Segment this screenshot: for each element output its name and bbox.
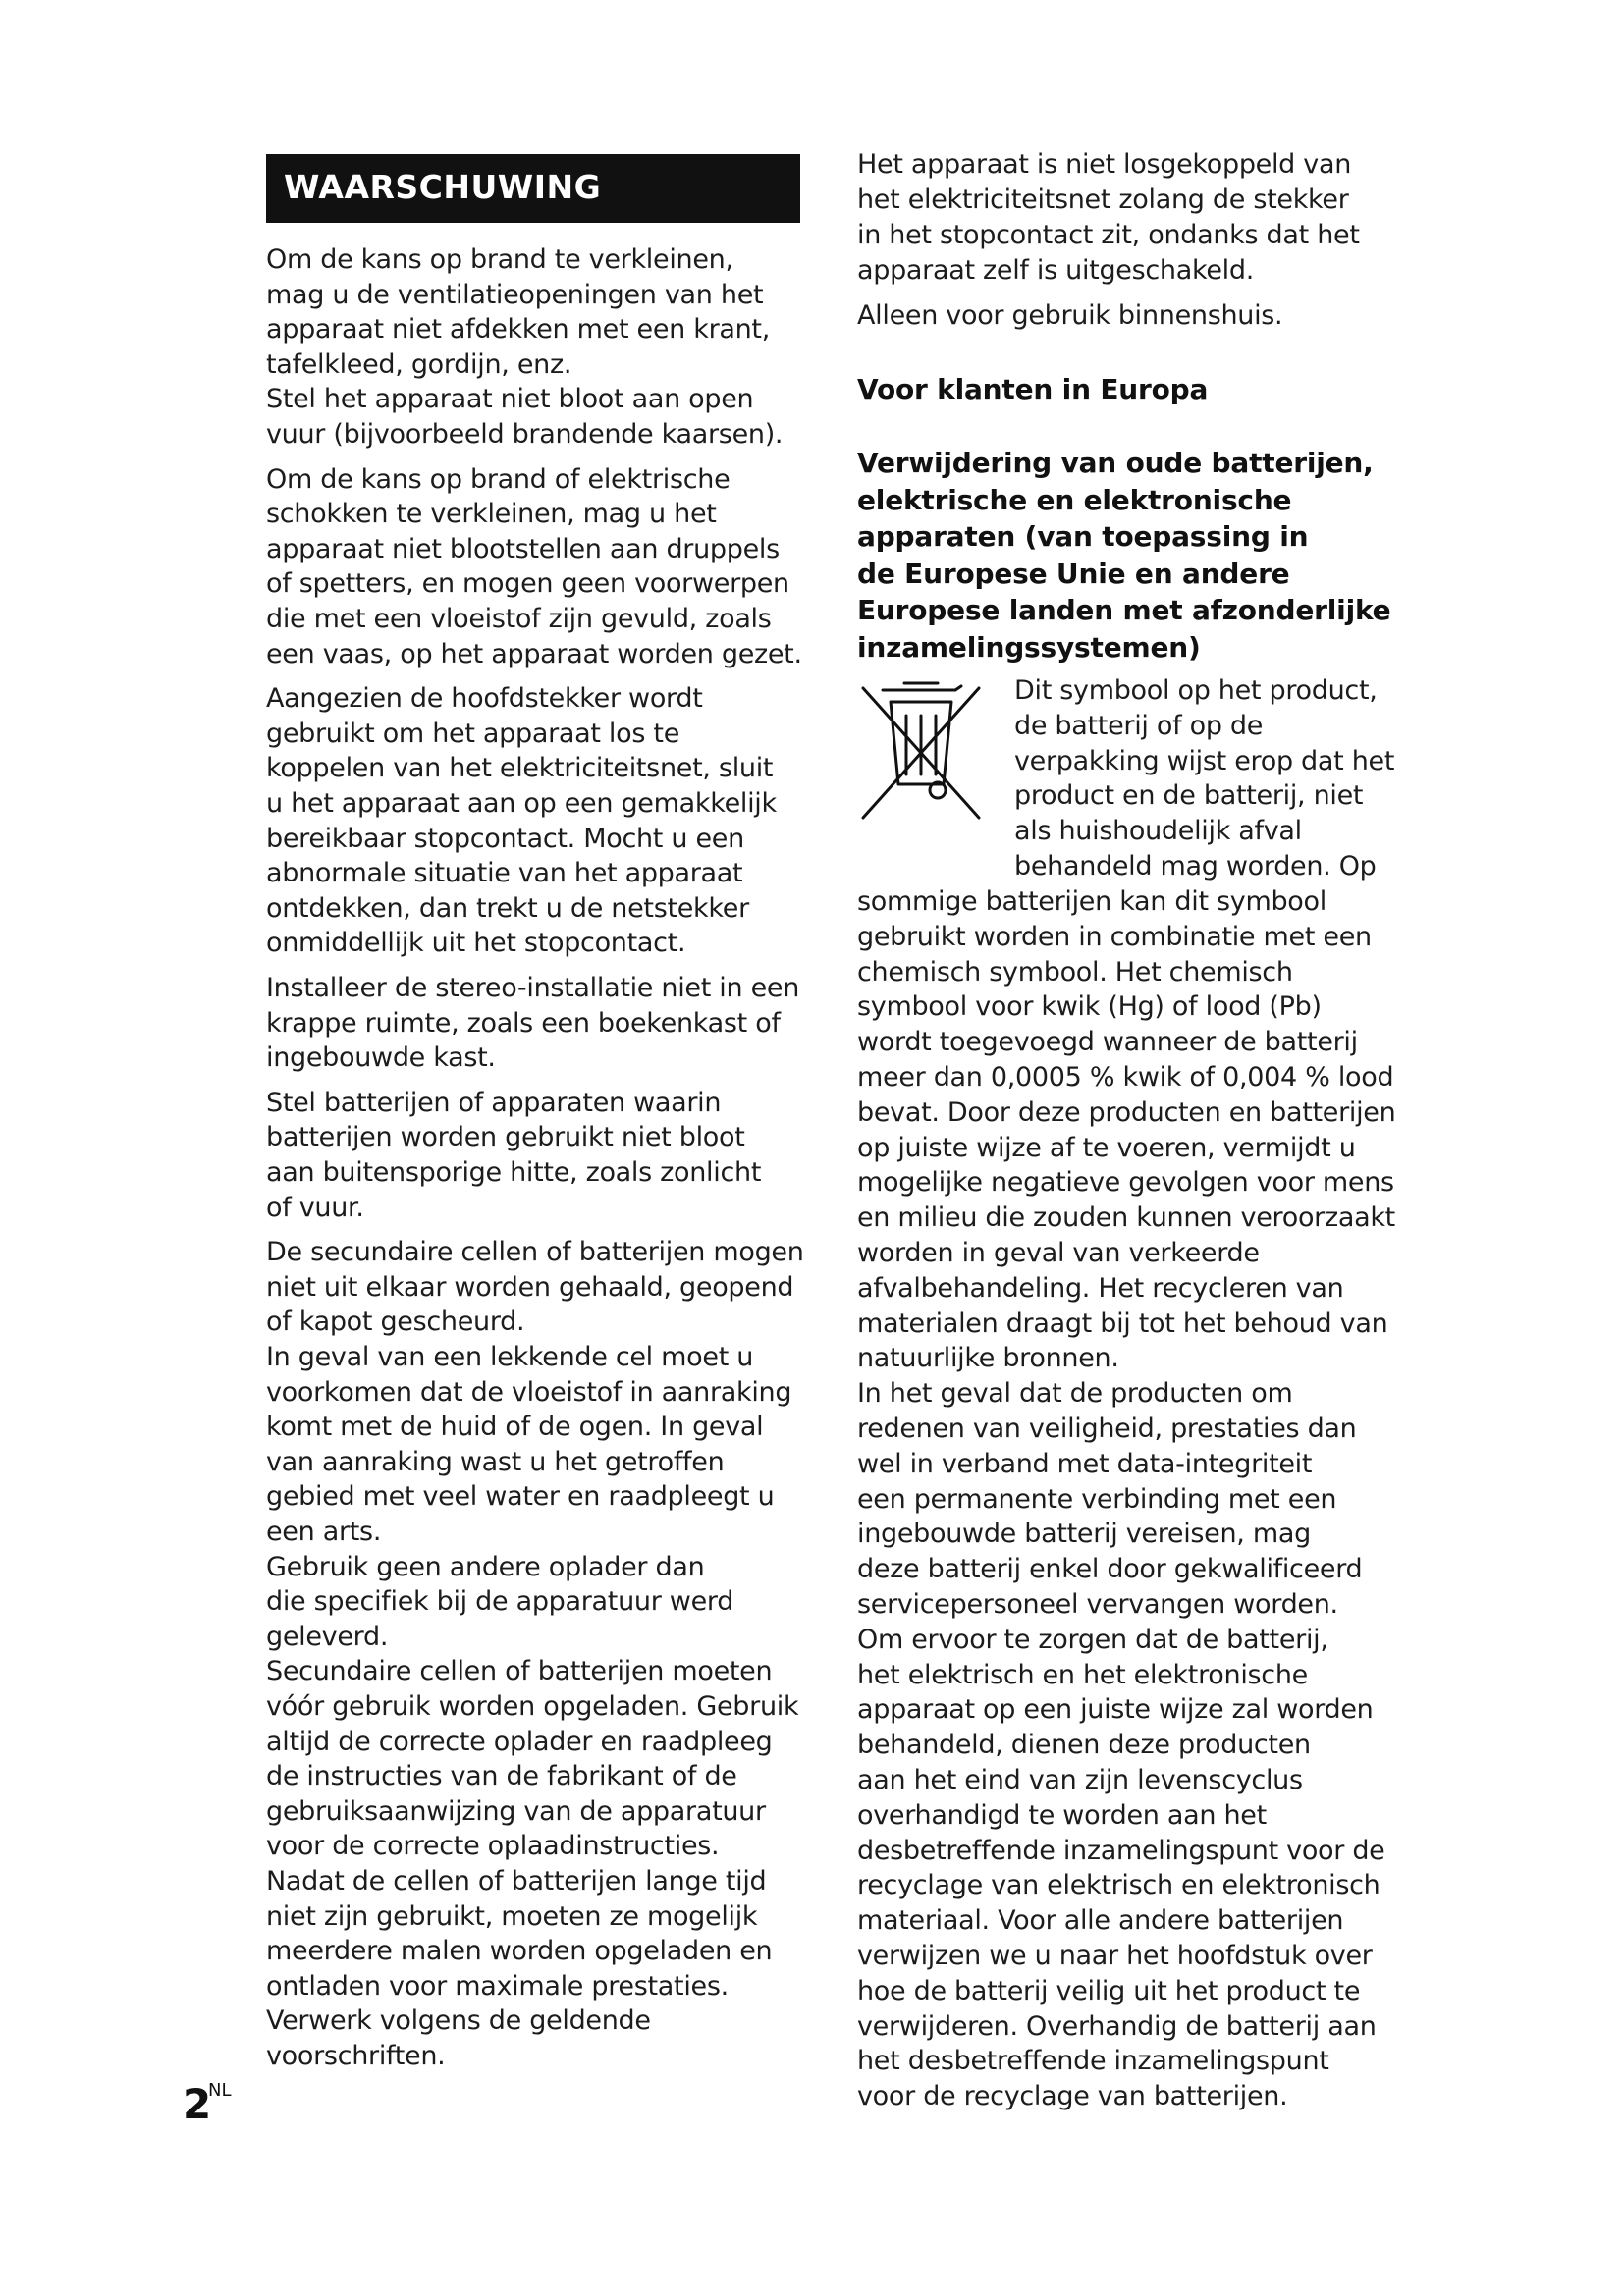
paragraph-line: vuur (bijvoorbeeld brandende kaarsen). bbox=[266, 419, 784, 450]
symbol-text-line: Dit symbool op het product, bbox=[1014, 675, 1378, 706]
crossed-out-wheelie-bin-icon bbox=[857, 680, 985, 823]
heading-disposal-line: Europese landen met afzonderlijke bbox=[857, 594, 1391, 626]
paragraph-line: geleverd. bbox=[266, 1621, 389, 1652]
body-text-line: het elektrisch en het elektronische bbox=[857, 1659, 1308, 1690]
heading-europe: Voor klanten in Europa bbox=[857, 373, 1209, 405]
paragraph-line: Secundaire cellen of batterijen moeten bbox=[266, 1656, 773, 1687]
body-text-line: Om ervoor te zorgen dat de batterij, bbox=[857, 1624, 1328, 1655]
body-text-line: worden in geval van verkeerde bbox=[857, 1238, 1260, 1268]
paragraph-line: de instructies van de fabrikant of de bbox=[266, 1761, 737, 1792]
symbol-text-line: verpakking wijst erop dat het bbox=[1014, 745, 1395, 776]
paragraph-line: bereikbaar stopcontact. Mocht u een bbox=[266, 823, 744, 854]
paragraph-line: vóór gebruik worden opgeladen. Gebruik bbox=[266, 1691, 799, 1722]
paragraph-line: van aanraking wast u het getroffen bbox=[266, 1446, 725, 1477]
body-text-line: apparaat op een juiste wijze zal worden bbox=[857, 1694, 1374, 1726]
left-column bbox=[266, 154, 804, 2108]
body-text-line: natuurlijke bronnen. bbox=[857, 1343, 1119, 1374]
body-text-line: gebruikt worden in combinatie met een bbox=[857, 921, 1372, 952]
body-text-line: aan het eind van zijn levenscyclus bbox=[857, 1765, 1303, 1795]
paragraph-line: apparaat niet afdekken met een krant, bbox=[266, 314, 771, 346]
body-text-line: afvalbehandeling. Het recycleren van bbox=[857, 1272, 1344, 1304]
body-text-line: wel in verband met data-integriteit bbox=[857, 1448, 1313, 1479]
body-text-line: het desbetreffende inzamelingspunt bbox=[857, 2046, 1329, 2077]
paragraph-line: Om de kans op brand te verkleinen, bbox=[266, 244, 733, 275]
paragraph-line: een vaas, op het apparaat worden gezet. bbox=[266, 638, 802, 669]
body-text-line: materiaal. Voor alle andere batterijen bbox=[857, 1905, 1344, 1937]
paragraph-line: voorkomen dat de vloeistof in aanraking bbox=[266, 1376, 792, 1408]
paragraph-line: altijd de correcte oplader en raadpleeg bbox=[266, 1726, 773, 1757]
body-text-line: ingebouwde batterij vereisen, mag bbox=[857, 1519, 1311, 1550]
intro-line: apparaat zelf is uitgeschakeld. bbox=[857, 255, 1254, 286]
body-text-line: verwijderen. Overhandig de batterij aan bbox=[857, 2010, 1377, 2042]
intro-line: het elektriciteitsnet zolang de stekker bbox=[857, 185, 1349, 215]
paragraph-line: of spetters, en mogen geen voorwerpen bbox=[266, 568, 789, 600]
body-text-line: voor de recyclage van batterijen. bbox=[857, 2081, 1288, 2112]
paragraph-line: onmiddellijk uit het stopcontact. bbox=[266, 928, 686, 959]
paragraph-line: gebruikt om het apparaat los te bbox=[266, 718, 679, 749]
body-text-line: chemisch symbool. Het chemisch bbox=[857, 956, 1293, 988]
paragraph-line: Nadat de cellen of batterijen lange tijd bbox=[266, 1866, 767, 1896]
body-text-line: verwijzen we u naar het hoofdstuk over bbox=[857, 1941, 1373, 1971]
body-text-line: mogelijke negatieve gevolgen voor mens bbox=[857, 1167, 1394, 1199]
warning-title: WAARSCHUWING bbox=[284, 168, 602, 206]
intro-line: Alleen voor gebruik binnenshuis. bbox=[857, 300, 1283, 331]
right-column bbox=[857, 147, 1407, 2120]
page-number: 2 bbox=[183, 2080, 212, 2128]
body-text-line: servicepersoneel vervangen worden. bbox=[857, 1589, 1338, 1620]
body-text-line: materialen draagt bij tot het behoud van bbox=[857, 1308, 1388, 1339]
paragraph-line: tafelkleed, gordijn, enz. bbox=[266, 348, 572, 380]
paragraph-line: voorschriften. bbox=[266, 2041, 446, 2071]
body-text-line: en milieu die zouden kunnen veroorzaakt bbox=[857, 1202, 1395, 1234]
paragraph-line: ontdekken, dan trekt u de netstekker bbox=[266, 892, 749, 924]
paragraph-line: ingebouwde kast. bbox=[266, 1042, 496, 1074]
paragraph-line: u het apparaat aan op een gemakkelijk bbox=[266, 788, 777, 819]
paragraph-line: Aangezien de hoofdstekker wordt bbox=[266, 683, 703, 715]
body-text-line: recyclage van elektrisch en elektronisch bbox=[857, 1870, 1380, 1901]
paragraph-line: batterijen worden gebruikt niet bloot bbox=[266, 1122, 745, 1153]
heading-disposal-line: apparaten (van toepassing in bbox=[857, 520, 1309, 553]
symbol-text-line: behandeld mag worden. Op bbox=[1014, 851, 1377, 881]
body-text-line: redenen van veiligheid, prestaties dan bbox=[857, 1414, 1357, 1444]
paragraph-line: niet zijn gebruikt, moeten ze mogelijk bbox=[266, 1900, 758, 1932]
paragraph-line: die met een vloeistof zijn gevuld, zoals bbox=[266, 604, 772, 634]
body-text-line: deze batterij enkel door gekwalificeerd bbox=[857, 1554, 1363, 1585]
paragraph-line: of kapot gescheurd. bbox=[266, 1307, 525, 1338]
page-language-code: NL bbox=[208, 2080, 232, 2101]
symbol-text-line: product en de batterij, niet bbox=[1014, 780, 1364, 812]
intro-line: Het apparaat is niet losgekoppeld van bbox=[857, 149, 1352, 180]
paragraph-line: Stel het apparaat niet bloot aan open bbox=[266, 384, 754, 415]
paragraph-line: meerdere malen worden opgeladen en bbox=[266, 1936, 773, 1967]
body-text-line: bevat. Door deze producten en batterijen bbox=[857, 1096, 1396, 1128]
paragraph-line: of vuur. bbox=[266, 1192, 364, 1223]
paragraph-line: gebruiksaanwijzing van de apparatuur bbox=[266, 1795, 766, 1827]
paragraph-line: voor de correcte oplaadinstructies. bbox=[266, 1831, 720, 1862]
heading-disposal-line: de Europese Unie en andere bbox=[857, 557, 1290, 590]
symbol-text-line: als huishoudelijk afval bbox=[1014, 816, 1302, 847]
body-text-line: meer dan 0,0005 % kwik of 0,004 % lood bbox=[857, 1062, 1394, 1093]
intro-line: in het stopcontact zit, ondanks dat het bbox=[857, 220, 1360, 250]
heading-disposal-line: Verwijdering van oude batterijen, bbox=[857, 447, 1374, 479]
symbol-text-line: de batterij of op de bbox=[1014, 710, 1264, 741]
paragraph-line: gebied met veel water en raadpleegt u bbox=[266, 1481, 775, 1513]
paragraph-line: aan buitensporige hitte, zoals zonlicht bbox=[266, 1157, 762, 1188]
paragraph-line: Om de kans op brand of elektrische bbox=[266, 463, 731, 495]
paragraph-line: Installeer de stereo-installatie niet in een bbox=[266, 973, 800, 1003]
paragraph-line: koppelen van het elektriciteitsnet, sluit bbox=[266, 753, 774, 784]
paragraph-line: Verwerk volgens de geldende bbox=[266, 2005, 651, 2037]
body-text-line: In het geval dat de producten om bbox=[857, 1378, 1293, 1410]
paragraph-line: abnormale situatie van het apparaat bbox=[266, 858, 743, 889]
paragraph-line: niet uit elkaar worden gehaald, geopend bbox=[266, 1271, 794, 1303]
paragraph-line: Stel batterijen of apparaten waarin bbox=[266, 1087, 722, 1118]
body-text-line: hoe de batterij veilig uit het product te bbox=[857, 1975, 1361, 2006]
heading-disposal-line: elektrische en elektronische bbox=[857, 483, 1292, 516]
paragraph-line: Gebruik geen andere oplader dan bbox=[266, 1551, 705, 1582]
body-text-line: op juiste wijze af te voeren, vermijdt u bbox=[857, 1132, 1356, 1163]
paragraph-line: apparaat niet blootstellen aan druppels bbox=[266, 533, 780, 564]
body-text-line: wordt toegevoegd wanneer de batterij bbox=[857, 1027, 1358, 1058]
paragraph-line: mag u de ventilatieopeningen van het bbox=[266, 279, 764, 310]
paragraph-line: komt met de huid of de ogen. In geval bbox=[266, 1412, 764, 1443]
heading-disposal-line: inzamelingssystemen) bbox=[857, 630, 1201, 664]
paragraph-line: krappe ruimte, zoals een boekenkast of bbox=[266, 1007, 781, 1039]
body-text-line: overhandigd te worden aan het bbox=[857, 1799, 1267, 1831]
paragraph-line: een arts. bbox=[266, 1517, 382, 1547]
paragraph-line: schokken te verkleinen, mag u het bbox=[266, 499, 717, 530]
warning-banner bbox=[266, 154, 800, 223]
body-text-line: symbool voor kwik (Hg) of lood (Pb) bbox=[857, 991, 1322, 1023]
body-text-line: een permanente verbinding met een bbox=[857, 1483, 1337, 1515]
paragraph-line: ontladen voor maximale prestaties. bbox=[266, 1970, 729, 2002]
body-text-line: desbetreffende inzamelingspunt voor de bbox=[857, 1835, 1385, 1866]
paragraph-line: die specifiek bij de apparatuur werd bbox=[266, 1586, 734, 1618]
paragraph-line: De secundaire cellen of batterijen mogen bbox=[266, 1237, 804, 1268]
body-text-line: behandeld, dienen deze producten bbox=[857, 1730, 1311, 1761]
body-text-line: sommige batterijen kan dit symbool bbox=[857, 886, 1326, 917]
paragraph-line: In geval van een lekkende cel moet u bbox=[266, 1342, 754, 1372]
